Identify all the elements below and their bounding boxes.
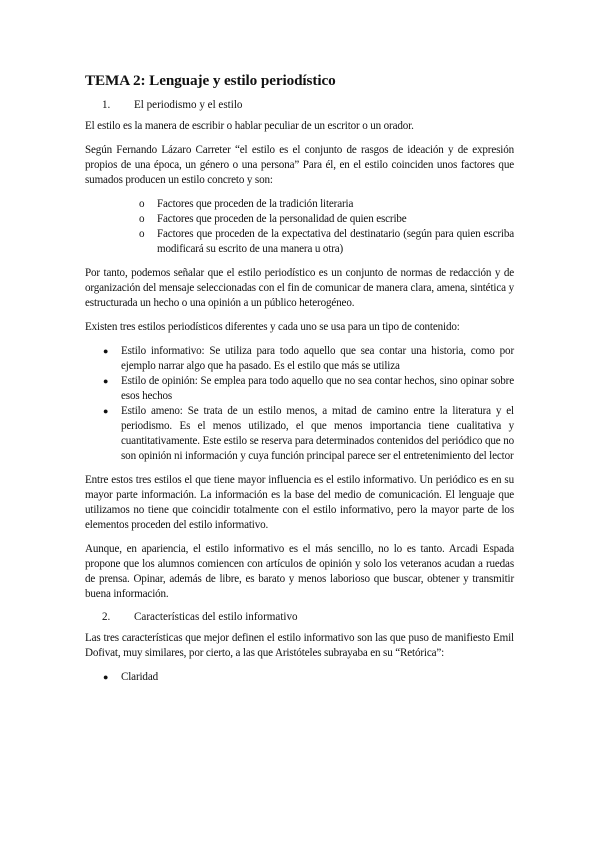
circle-bullet-icon: o (139, 213, 145, 225)
paragraph-estilo-periodistico: Por tanto, podemos señalar que el estilo periodístico es un conjunto de normas de redacción y de organización del mensaje seleccionadas con el fin de comunicar de manera clara, amena, sintética y estructurada un hecho o una opinión a un público heterogéneo. (85, 267, 514, 309)
paragraph-arcadi-espada: Aunque, en apariencia, el estilo informativo es el más sencillo, no lo es tanto. Arcadi Espada propone que los alumnos comiencen con artículos de opinión y solo los veteranos acudan a ruedas de prensa. Opinar, además de libre, es barato y menos laborioso que buscar, obtener y transmitir buena información. (85, 543, 514, 600)
list-item: o Factores que proceden de la expectativa del destinatario (según para quien escriba modificará su escrito de una manera u otra) (139, 228, 514, 255)
section-number: 2. (102, 611, 111, 623)
paragraph-lazaro-carreter: Según Fernando Lázaro Carreter “el estilo es el conjunto de rasgos de ideación y de expresión propios de una época, un género o una persona” Para él, en el estilo coinciden unos factores que sumados producen un estilo concreto y son: (85, 144, 514, 186)
list-item: ● Claridad (103, 671, 158, 683)
list-item: o Factores que proceden de la personalidad de quien escribe (139, 213, 407, 225)
document-page (85, 72, 514, 694)
circle-bullet-icon: o (139, 228, 145, 240)
paragraph-tres-estilos: Existen tres estilos periodísticos diferentes y cada uno se usa para un tipo de contenido: (85, 321, 460, 333)
section-label: El periodismo y el estilo (134, 99, 243, 111)
section-heading-2 (85, 611, 514, 623)
bullet-icon: ● (103, 406, 109, 416)
styles-list (85, 344, 514, 464)
circle-bullet-icon: o (139, 198, 145, 210)
list-item: ● Estilo de opinión: Se emplea para todo aquello que no sea contar hechos, sino opinar sobre esos hechos (103, 375, 514, 402)
section-heading-1 (85, 99, 514, 111)
paragraph-caracteristicas: Las tres características que mejor definen el estilo informativo son las que puso de manifiesto Emil Dofivat, muy similares, por cierto, a las que Aristóteles subrayaba en su “Retórica”: (85, 632, 514, 659)
document-title: TEMA 2: Lenguaje y estilo periodístico (85, 72, 336, 89)
list-item: ● Estilo ameno: Se trata de un estilo menos, a mitad de camino entre la literatura y el periodismo. Es el menos utilizado, el que menos importancia tiene cualitativa y cuantitativamente. Este estilo se reserva para determinados contenidos del periódico que no son opinión ni información y cuya función principal parece ser el entretenimiento del lector (103, 405, 514, 462)
characteristics-list (85, 670, 514, 685)
bullet-icon: ● (103, 346, 109, 356)
bullet-icon: ● (103, 672, 109, 682)
factors-list (85, 197, 514, 257)
bullet-icon: ● (103, 376, 109, 386)
list-item: o Factores que proceden de la tradición literaria (139, 198, 354, 210)
section-label: Características del estilo informativo (134, 611, 298, 623)
paragraph-influencia: Entre estos tres estilos el que tiene mayor influencia es el estilo informativo. Un periódico es en su mayor parte información. La información es la base del medio de comunicación. El lenguaje que utilizamos no tiene que coincidir totalmente con el estilo informativo, pero la mayor parte de los elementos proceden del estilo informativo. (85, 474, 514, 531)
list-item: ● Estilo informativo: Se utiliza para todo aquello que sea contar una historia, como por ejemplo narrar algo que ha pasado. Es el estilo que más se utiliza (103, 345, 514, 372)
paragraph-definition: El estilo es la manera de escribir o hablar peculiar de un escritor o un orador. (85, 120, 414, 132)
section-number: 1. (102, 99, 111, 111)
